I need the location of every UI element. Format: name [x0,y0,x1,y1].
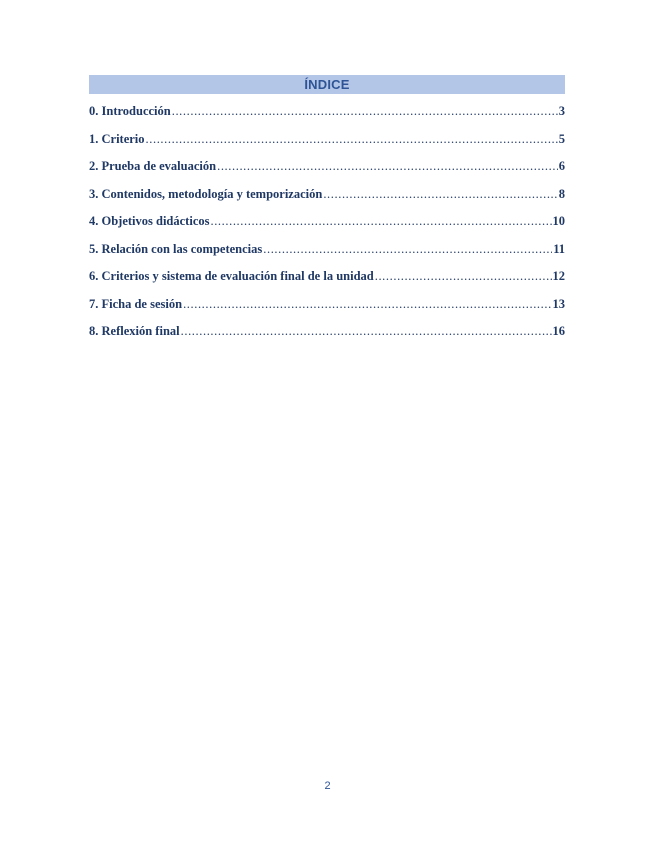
toc-entry-page: 10 [552,214,565,228]
toc-entry-introduccion[interactable] [89,100,565,128]
toc-entry-contenidos[interactable] [89,183,565,211]
toc-entry-criterio[interactable] [89,128,565,156]
page-number: 2 [324,780,331,792]
toc-entry-title: 3. Contenidos, metodología y temporización [89,186,323,201]
toc-entry-page: 5 [558,131,565,146]
toc-entry-title: 6. Criterios y sistema de evaluación final de la unidad [89,269,374,283]
toc-entry-criterios-evaluacion[interactable] [89,265,565,293]
toc-dot-leader [181,320,552,342]
toc-entry-prueba-evaluacion[interactable] [89,155,565,183]
toc-entry-title: 5. Relación con las competencias [89,241,263,256]
toc-entry-objetivos[interactable] [89,210,565,238]
toc-dot-leader [146,128,558,150]
toc-entry-title: 2. Prueba de evaluación [89,159,217,173]
toc-entry-page: 11 [553,241,565,256]
toc-entry-ficha-sesion[interactable] [89,293,565,321]
toc-dot-leader [172,100,558,122]
toc-entry-title: 7. Ficha de sesión [89,296,183,311]
toc-entry-page: 8 [558,186,565,201]
toc-entry-competencias[interactable] [89,238,565,266]
toc-dot-leader [217,155,558,177]
toc-entry-title: 4. Objetivos didácticos [89,214,210,228]
toc-dot-leader [183,293,551,315]
toc-entry-page: 6 [558,159,565,173]
toc-dot-leader [375,265,552,287]
toc-entry-reflexion-final[interactable] [89,320,565,348]
toc-entry-title: 8. Reflexión final [89,324,180,338]
toc-entry-title: 1. Criterio [89,131,145,146]
toc-entry-page: 16 [552,324,565,338]
toc-entry-title: 0. Introducción [89,104,171,118]
toc-entry-page: 3 [558,104,565,118]
toc-entry-page: 13 [552,296,565,311]
table-of-contents [89,100,565,348]
index-title: ÍNDICE [89,75,565,94]
toc-dot-leader [323,183,557,205]
toc-entry-page: 12 [552,269,565,283]
toc-dot-leader [210,210,551,232]
toc-dot-leader [263,238,552,260]
